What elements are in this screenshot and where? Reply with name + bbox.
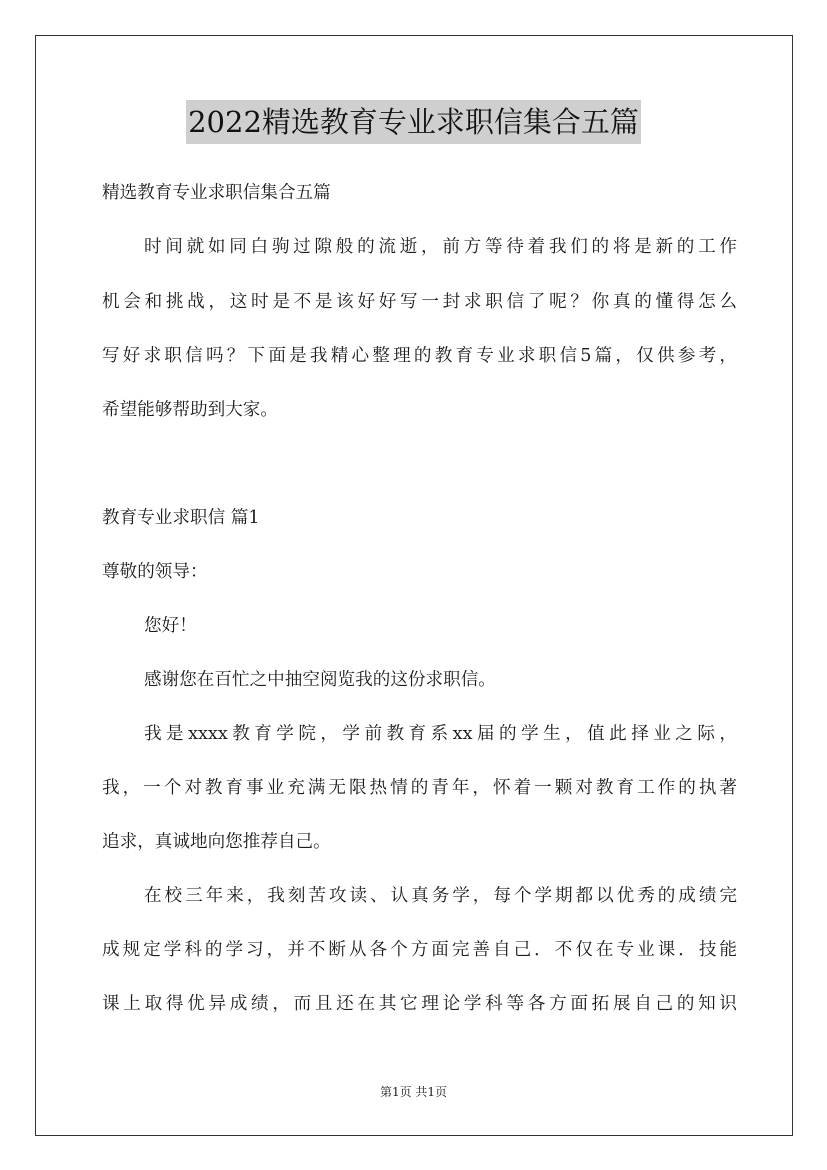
title-container [0,100,827,144]
paragraph-line: 课上取得优异成绩，而且还在其它理论学科等各方面拓展自己的知识 [102,994,737,1014]
page-footer: 第1页 共1页 [379,1085,448,1099]
greeting: 您好！ [144,616,197,636]
paragraph-line: 我，一个对教育事业充满无限热情的青年，怀着一颗对教育工作的执著 [102,778,737,798]
paragraph-line: 时间就如同白驹过隙般的流逝，前方等待着我们的将是新的工作 [144,237,737,257]
subtitle-line: 精选教育专业求职信集合五篇 [102,183,331,203]
paragraph-line: 成规定学科的学习，并不断从各个方面完善自己．不仅在专业课．技能 [102,940,737,960]
salutation: 尊敬的领导： [102,562,208,582]
paragraph-line: 感谢您在百忙之中抽空阅览我的这份求职信。 [144,670,496,690]
paragraph-line: 在校三年来，我刻苦攻读、认真务学，每个学期都以优秀的成绩完 [144,886,737,906]
section-heading: 教育专业求职信 篇1 [102,508,260,528]
paragraph-line: 追求，真诚地向您推荐自己。 [102,832,331,852]
document-title: 2022精选教育专业求职信集合五篇 [186,100,641,144]
paragraph-line: 机会和挑战，这时是不是该好好写一封求职信了呢？你真的懂得怎么 [102,292,737,312]
paragraph-line: 希望能够帮助到大家。 [102,400,278,420]
paragraph-line: 我是xxxx教育学院，学前教育系xx届的学生，值此择业之际， [144,724,737,744]
paragraph-line: 写好求职信吗？下面是我精心整理的教育专业求职信5篇，仅供参考， [102,346,737,366]
